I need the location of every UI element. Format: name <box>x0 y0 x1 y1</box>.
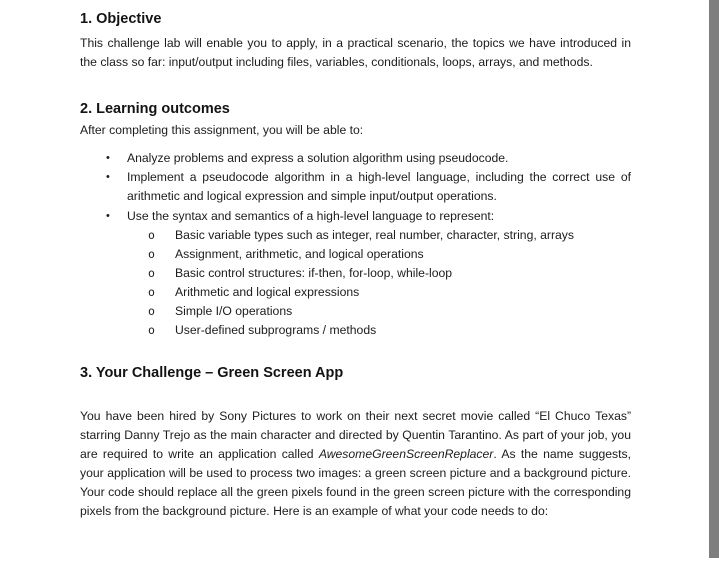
bullet-marker: • <box>106 152 110 164</box>
sub-list-item-text: Arithmetic and logical expressions <box>175 285 360 299</box>
section-challenge <box>80 363 631 521</box>
challenge-text-before: You have been hired by Sony Pictures to work on their next secret movie called “El Chuco Texas” starring Danny Trejo as the main character and directed by Quentin Tarantino. As part of your job, you are required to write an application called <box>80 409 631 461</box>
learning-outcomes-intro: After completing this assignment, you will be able to: <box>80 123 364 137</box>
challenge-heading: 3. Your Challenge – Green Screen App <box>80 365 344 381</box>
scrollbar[interactable] <box>709 0 719 558</box>
sub-list-item-text: Basic variable types such as integer, real number, character, string, arrays <box>175 228 574 242</box>
sub-list-item <box>80 283 631 302</box>
sub-bullet-marker: o <box>148 285 155 299</box>
list-item-text: Implement a pseudocode algorithm in a high-level language, including the correct use of arithmetic and logical expression and simple input/output operations. <box>127 170 631 203</box>
sub-list-item-text: Basic control structures: if-then, for-loop, while-loop <box>175 266 453 280</box>
section-objective <box>80 9 631 72</box>
document-content <box>80 9 631 521</box>
sub-bullet-marker: o <box>148 323 155 337</box>
sub-list-item <box>80 302 631 321</box>
list-item <box>80 168 631 206</box>
bullet-marker: • <box>106 171 110 183</box>
language-features-list <box>80 226 631 340</box>
sub-list-item-text: Simple I/O operations <box>175 304 293 318</box>
list-item-text: Analyze problems and express a solution algorithm using pseudocode. <box>127 151 509 165</box>
sub-bullet-marker: o <box>148 304 155 318</box>
sub-bullet-marker: o <box>148 266 155 280</box>
sub-bullet-marker: o <box>148 228 155 242</box>
learning-outcomes-list <box>80 149 631 226</box>
learning-outcomes-heading: 2. Learning outcomes <box>80 101 230 117</box>
sub-list-item <box>80 226 631 245</box>
sub-list-item <box>80 264 631 283</box>
app-name-italic: AwesomeGreenScreenReplacer <box>318 447 494 461</box>
sub-list-item-text: Assignment, arithmetic, and logical operations <box>175 247 424 261</box>
sub-list-item <box>80 245 631 264</box>
list-item-text: Use the syntax and semantics of a high-level language to represent: <box>127 209 495 223</box>
objective-heading: 1. Objective <box>80 11 162 27</box>
sub-list-item-text: User-defined subprograms / methods <box>175 323 377 337</box>
list-item <box>80 207 631 226</box>
objective-paragraph: This challenge lab will enable you to apply, in a practical scenario, the topics we have introduced in the class so far: input/output including files, variables, conditionals, loops, arrays, and methods. <box>80 36 631 69</box>
section-learning-outcomes <box>80 99 631 340</box>
list-item <box>80 149 631 168</box>
bullet-marker: • <box>106 210 110 222</box>
challenge-paragraph <box>80 407 631 521</box>
sub-bullet-marker: o <box>148 247 155 261</box>
sub-list-item <box>80 321 631 340</box>
challenge-text-after: . As the name suggests, your application will be used to process two images: a green screen picture and a background picture. Your code should replace all the green pixels found in the green screen picture with the corresponding pixels from the background picture. Here is an example of what your code needs to do: <box>80 447 631 518</box>
